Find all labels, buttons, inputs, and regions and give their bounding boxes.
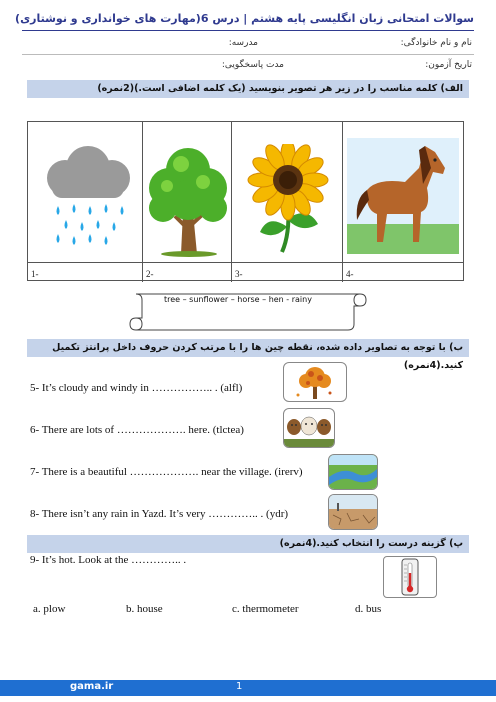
picture-label-3: 3- <box>235 269 243 279</box>
question-9: 9- It’s hot. Look at the ………….. . <box>30 554 187 566</box>
word-bank-scroll <box>128 290 368 332</box>
dry-land-picture <box>328 494 378 530</box>
question-8: 8- There isn’t any rain in Yazd. It’s very ………….. . (ydr) <box>30 508 289 520</box>
footer-site[interactable]: gama.ir <box>70 681 114 692</box>
duration-label: مدت پاسخگویی: <box>221 60 284 70</box>
cattle-picture <box>283 408 335 448</box>
option-a[interactable]: a. plow <box>33 603 66 615</box>
school-label: مدرسه: <box>228 38 258 48</box>
picture-grid <box>27 121 464 281</box>
rain-cloud-icon <box>30 140 142 250</box>
date-label: تاریخ آزمون: <box>425 60 472 70</box>
picture-label-1: 1- <box>31 269 39 279</box>
thermometer-picture <box>383 556 437 598</box>
question-6: 6- There are lots of ………………. here. (tlctea) <box>30 424 244 436</box>
autumn-tree-icon <box>284 363 346 401</box>
section-a-instruction: الف) کلمه مناسب را در زیر هر تصویر بنویسید (یک کلمه اضافی است.)(2نمره) <box>27 80 469 98</box>
picture-label-4: 4- <box>346 269 354 279</box>
label-row-divider <box>28 262 142 263</box>
tree-icon <box>145 142 231 257</box>
meta-divider <box>22 54 474 55</box>
picture-cell-2 <box>143 122 232 282</box>
question-7: 7- There is a beautiful ………………. near the village. (irerv) <box>30 466 303 478</box>
question-5: 5- It’s cloudy and windy in …………….. . (alfl) <box>30 382 243 394</box>
river-picture <box>328 454 378 490</box>
cattle-icon <box>284 409 334 447</box>
name-label: نام و نام خانوادگی: <box>400 38 472 48</box>
horse-icon <box>347 138 459 256</box>
option-c[interactable]: c. thermometer <box>232 603 299 615</box>
section-c-instruction: پ) گزینه درست را انتخاب کنید.(4نمره) <box>27 535 469 553</box>
label-row-divider <box>343 262 463 263</box>
page-number: 1 <box>236 681 243 692</box>
picture-cell-1 <box>28 122 143 282</box>
sunflower-icon <box>238 144 338 254</box>
label-row-divider <box>232 262 342 263</box>
label-row-divider <box>143 262 231 263</box>
river-icon <box>329 455 377 489</box>
picture-cell-3 <box>232 122 343 282</box>
thermometer-icon <box>384 557 436 597</box>
option-b[interactable]: b. house <box>126 603 163 615</box>
word-bank: tree – sunflower – horse – hen - rainy <box>164 295 312 304</box>
page-title: سوالات امتحانی زبان انگلیسی پایه هشتم | درس 6(مهارت های خوانداری و نوشتاری) <box>15 12 474 25</box>
section-b-instruction: ب) با توجه به تصاویر داده شده، نقطه چین ها را با مرتب کردن حروف داخل پرانتز تکمیل کنید.(4نمره) <box>27 339 469 357</box>
dry-land-icon <box>329 495 377 529</box>
picture-label-2: 2- <box>146 269 154 279</box>
autumn-tree-picture <box>283 362 347 402</box>
option-d[interactable]: d. bus <box>355 603 382 615</box>
header-divider <box>22 30 474 31</box>
picture-cell-4 <box>343 122 463 282</box>
